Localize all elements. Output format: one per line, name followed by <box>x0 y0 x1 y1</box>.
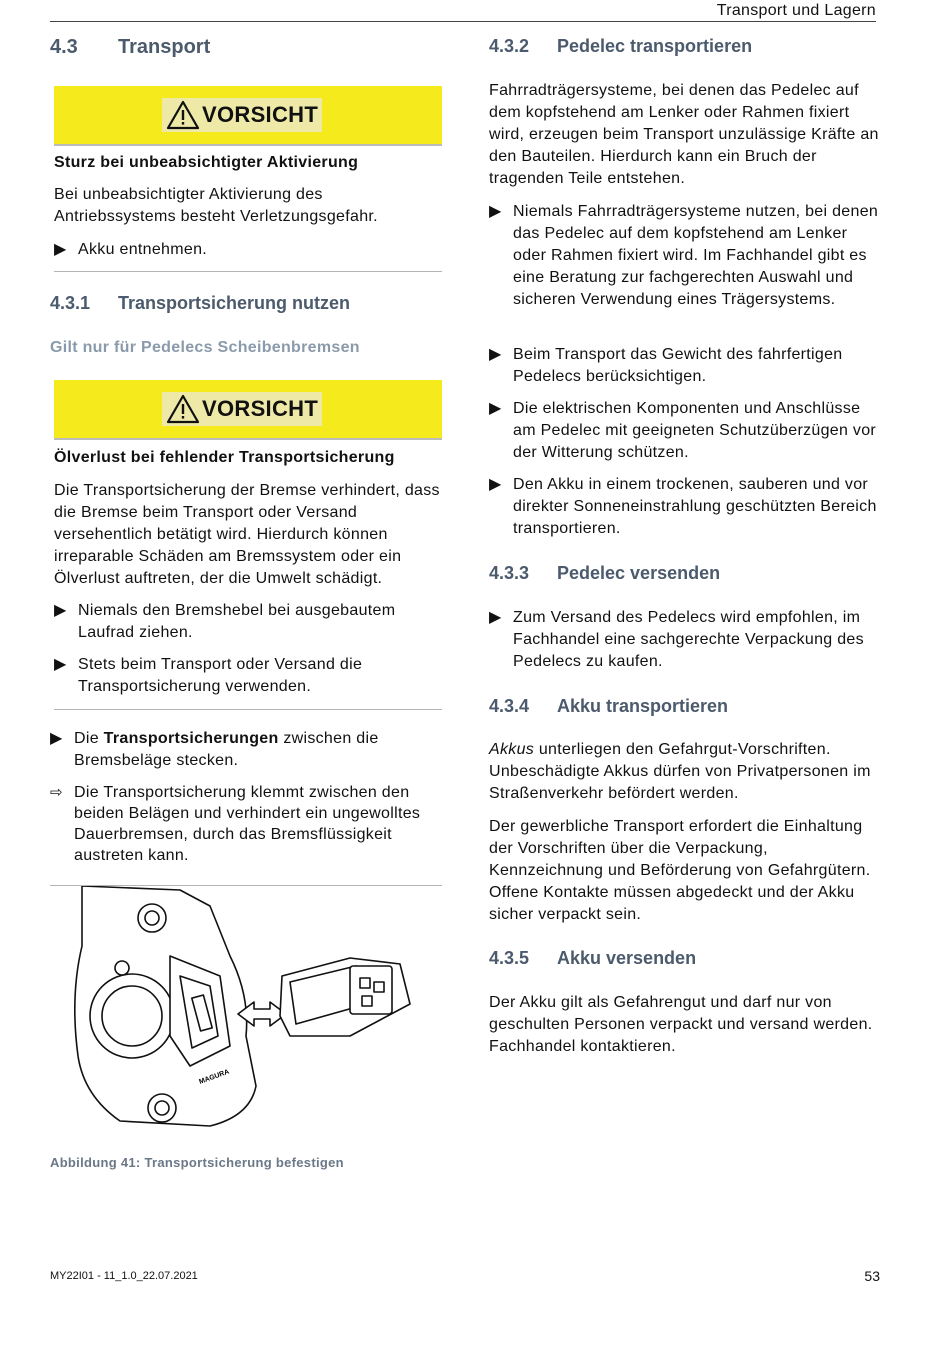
triangle-bullet-icon: ▶ <box>489 346 502 363</box>
applicability-note: Gilt nur für Pedelecs Scheibenbremsen <box>50 339 360 356</box>
warning-end-rule <box>54 709 442 710</box>
action-text: Die elektrischen Komponenten und Anschlüsse am Pedelec mit geeigneten Schutzüberzügen vor der Witterung schützen. <box>513 400 877 461</box>
section-title: Transport <box>118 36 211 58</box>
action-item <box>54 600 442 644</box>
triangle-bullet-icon: ▶ <box>489 476 502 493</box>
action-text: Niemals Fahrradträgersysteme nutzen, bei denen das Pedelec auf dem kopfstehend am Lenker oder Rahmen fixiert wird. Im Fachhandel gibt es eine Beratung zur fachgerechten Auswahl und sicheren Verwendung eines Trägersystems. <box>513 203 879 308</box>
akku-paragraph-text: unterliegen den Gefahrgut-Vorschriften. Unbeschädigte Akkus dürfen von Privatpersonen im Straßenverkehr befördert werden. <box>489 741 871 802</box>
result-item <box>50 782 442 866</box>
subsection-heading <box>489 36 752 57</box>
subsection-heading <box>489 948 696 969</box>
warning-body: Die Transportsicherung der Bremse verhindert, dass die Bremse beim Transport oder Versand versehentlich betätigt wird. Hierdurch können irreparable Schäden am Bremssystem oder ein Ölverlust auftreten, der die Umwelt schädigt. <box>54 482 440 587</box>
action-item <box>54 239 442 261</box>
action-item <box>489 398 881 464</box>
document-id: MY22I01 - 11_1.0_22.07.2021 <box>50 1270 198 1282</box>
section-number: 4.3 <box>50 36 78 58</box>
triangle-bullet-icon: ▶ <box>489 203 502 220</box>
caliper-brand-stamp: MAGURA <box>198 1068 231 1086</box>
akku-term: Akkus <box>489 741 535 758</box>
action-text: Den Akku in einem trockenen, sauberen und vor direkter Sonneneinstrahlung geschützten Bereich transportieren. <box>513 476 877 537</box>
action-text: Niemals den Bremshebel bei ausgebautem Laufrad ziehen. <box>78 602 396 641</box>
akku-ship-paragraph: Der Akku gilt als Gefahrengut und darf nur von geschulten Personen verpackt und versand werden. Fachhandel kontaktieren. <box>489 994 873 1055</box>
action-text: Beim Transport das Gewicht des fahrfertigen Pedelecs berücksichtigen. <box>513 346 843 385</box>
warning-body: Bei unbeabsichtigter Aktivierung des Antriebssystems besteht Verletzungsgefahr. <box>54 186 378 225</box>
action-text: Akku entnehmen. <box>78 241 208 258</box>
action-item <box>489 607 881 673</box>
warning-triangle-icon <box>166 394 200 424</box>
subsection-heading <box>489 696 728 717</box>
commercial-transport-paragraph: Der gewerbliche Transport erfordert die Einhaltung der Vorschriften über die Verpackung, Kennzeichnung und Beförderung von Gefahrgütern. Offene Kontakte müssen abgedeckt und der Akku sicher verpackt sein. <box>489 818 871 923</box>
warning-heading: Ölverlust bei fehlender Transportsicherung <box>54 449 395 466</box>
action-item <box>489 201 881 311</box>
result-text: Die Transportsicherung klemmt zwischen den beiden Belägen und verhindert ein ungewolltes Dauerbremsen, durch das Bremsflüssigkeit austreten kann. <box>74 784 421 864</box>
warning-triangle-icon <box>166 100 200 130</box>
triangle-bullet-icon: ▶ <box>50 730 63 747</box>
triangle-bullet-icon: ▶ <box>54 241 67 258</box>
subsection-heading <box>50 293 350 314</box>
subsection-title: Transportsicherung nutzen <box>118 293 351 313</box>
step-text-post: zwischen die Bremsbeläge stecken. <box>74 730 379 769</box>
subsection-number: 4.3.5 <box>489 948 530 968</box>
step-text-bold: Transportsicherungen <box>103 730 279 747</box>
warning-label-box <box>162 392 322 426</box>
action-item <box>54 654 442 698</box>
subsection-number: 4.3.2 <box>489 36 530 56</box>
subsection-title: Akku transportieren <box>557 696 729 716</box>
triangle-bullet-icon: ▶ <box>489 400 502 417</box>
warning-banner <box>54 380 442 440</box>
section-heading <box>50 36 210 59</box>
running-header: Transport und Lagern <box>716 2 876 19</box>
instruction-step <box>50 728 442 772</box>
warning-label: VORSICHT <box>202 102 319 127</box>
warning-heading: Sturz bei unbeabsichtigter Aktivierung <box>54 154 359 171</box>
brake-caliper-illustration <box>60 886 440 1136</box>
action-item <box>489 474 881 540</box>
subsection-title: Pedelec versenden <box>557 563 721 583</box>
subsection-number: 4.3.4 <box>489 696 530 716</box>
subsection-number: 4.3.1 <box>50 293 91 313</box>
warning-banner <box>54 86 442 146</box>
header-rule <box>50 21 876 22</box>
intro-paragraph: Fahrradträgersysteme, bei denen das Pedelec auf dem kopfstehend am Lenker oder Rahmen fixiert wird, erzeugen beim Transport unzulässige Kräfte an den Bauteilen. Hierdurch kann ein Bruch der tragenden Teile entstehen. <box>489 82 879 187</box>
page-number: 53 <box>864 1268 880 1284</box>
akku-paragraph <box>489 739 881 805</box>
subsection-heading <box>489 563 720 584</box>
action-text: Zum Versand des Pedelecs wird empfohlen, im Fachhandel eine sachgerechte Verpackung des Pedelecs zu kaufen. <box>513 609 864 670</box>
warning-label: VORSICHT <box>202 396 319 421</box>
triangle-bullet-icon: ▶ <box>54 602 67 619</box>
warning-label-box <box>162 98 322 132</box>
triangle-bullet-icon: ▶ <box>54 656 67 673</box>
result-arrow-icon: ⇨ <box>50 784 63 801</box>
figure-caption: Abbildung 41: Transportsicherung befestigen <box>50 1155 344 1170</box>
action-text: Stets beim Transport oder Versand die Transportsicherung verwenden. <box>78 656 363 695</box>
warning-end-rule <box>54 271 442 272</box>
step-text-pre: Die <box>74 730 104 747</box>
action-item <box>489 344 881 388</box>
triangle-bullet-icon: ▶ <box>489 609 502 626</box>
subsection-number: 4.3.3 <box>489 563 530 583</box>
subsection-title: Akku versenden <box>557 948 697 968</box>
subsection-title: Pedelec transportieren <box>557 36 753 56</box>
